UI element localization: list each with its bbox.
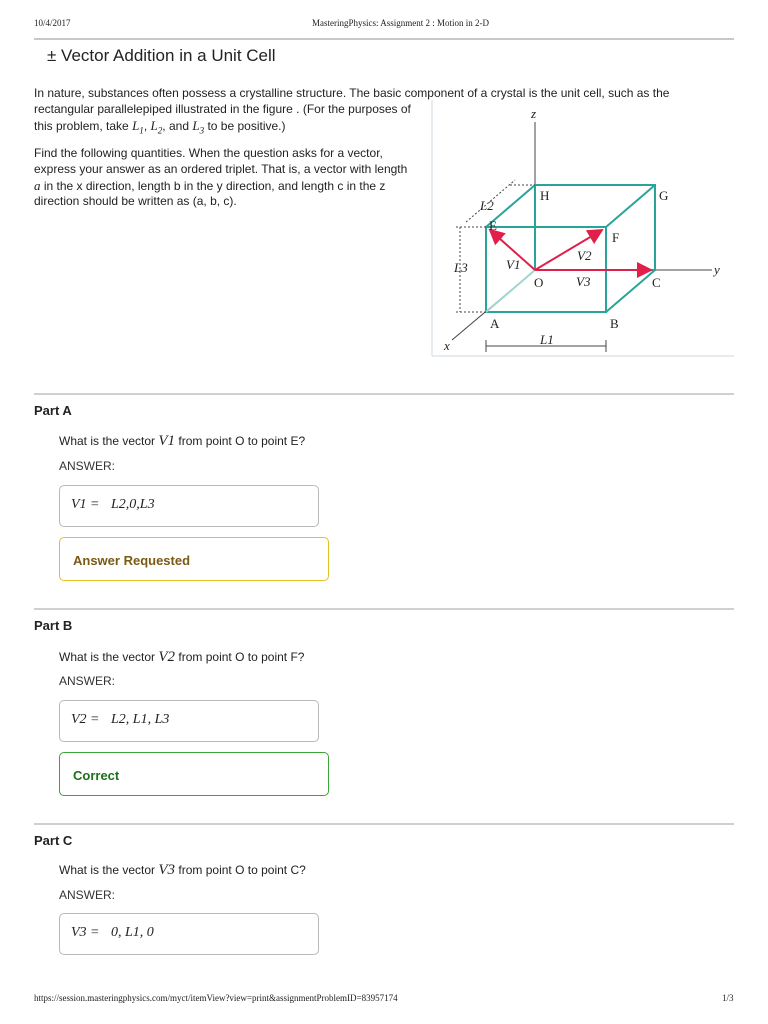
label-v2: V2 — [577, 248, 592, 263]
instructions-line-3: a in the x direction, length b in the y direction, and length c in the z — [34, 178, 386, 193]
part-a-question: What is the vector V1 from point O to point E? — [59, 433, 306, 449]
print-doc-title: MasteringPhysics: Assignment 2 : Motion in 2-D — [312, 18, 490, 28]
part-a-status-badge: Answer Requested — [59, 537, 329, 581]
part-a-divider — [34, 393, 734, 395]
instructions-line-2: express your answer as an ordered triplet. That is, a vector with length — [34, 162, 408, 176]
instructions-line-4: direction should be written as (a, b, c). — [34, 194, 237, 208]
label-y: y — [714, 262, 720, 277]
part-b-status-badge: Correct — [59, 752, 329, 796]
part-c-answer-value: 0, L1, 0 — [111, 925, 154, 940]
part-a-answer-field[interactable] — [59, 485, 319, 527]
title-divider — [34, 38, 734, 40]
intro-line-2: rectangular parallelepiped illustrated in the figure . (For the purposes of — [34, 102, 411, 116]
footer-page-number: 1/3 — [722, 993, 734, 1003]
vector-v2 — [535, 230, 602, 270]
part-b-answer-value: L2, L1, L3 — [111, 712, 170, 727]
intro-line-3: this problem, take $L_1$, $L_2$, and $L_3$ to be positive.) — [34, 118, 286, 136]
part-b-divider — [34, 608, 734, 610]
label-o: O — [534, 275, 544, 290]
intro-line-1: In nature, substances often possess a crystalline structure. The basic component of a crystal is the unit cell, such as the — [34, 86, 670, 100]
print-date: 10/4/2017 — [34, 18, 71, 28]
label-l2: L2 — [480, 198, 494, 213]
part-b-answer-field[interactable] — [59, 700, 319, 742]
label-a: A — [490, 316, 500, 331]
label-v3: V3 — [576, 274, 591, 289]
label-v1: V1 — [506, 257, 521, 272]
label-g: G — [659, 188, 669, 203]
label-x: x — [444, 338, 450, 353]
part-b-title: Part B — [34, 618, 73, 633]
label-l1: L1 — [540, 332, 554, 347]
part-a-title: Part A — [34, 403, 72, 418]
part-c-question: What is the vector V3 from point O to point C? — [59, 862, 306, 878]
part-b-answer-lhs: V2 = — [71, 712, 100, 727]
part-c-answer-field[interactable] — [59, 913, 319, 955]
label-z: z — [531, 106, 537, 121]
label-b: B — [610, 316, 619, 331]
label-f: F — [612, 230, 620, 245]
part-c-divider — [34, 823, 734, 825]
unit-cell-figure — [430, 100, 736, 362]
part-b-answer-label: ANSWER: — [59, 674, 116, 688]
label-e: E — [489, 218, 497, 233]
part-c-title: Part C — [34, 833, 73, 848]
label-h: H — [540, 188, 550, 203]
part-b-question: What is the vector V2 from point O to point F? — [59, 649, 305, 665]
label-l3: L3 — [454, 260, 468, 275]
instructions-line-1: Find the following quantities. When the question asks for a vector, — [34, 146, 383, 160]
label-c: C — [652, 275, 661, 290]
footer-url: https://session.masteringphysics.com/myct/itemView?view=print&assignmentProblemID=83957174 — [34, 993, 398, 1003]
part-a-answer-lhs: V1 = — [71, 497, 100, 512]
part-a-answer-label: ANSWER: — [59, 459, 116, 473]
part-c-answer-label: ANSWER: — [59, 888, 116, 902]
page-title: ± Vector Addition in a Unit Cell — [47, 46, 276, 65]
part-c-answer-lhs: V3 = — [71, 925, 100, 940]
part-a-answer-value: L2,0,L3 — [111, 497, 155, 512]
